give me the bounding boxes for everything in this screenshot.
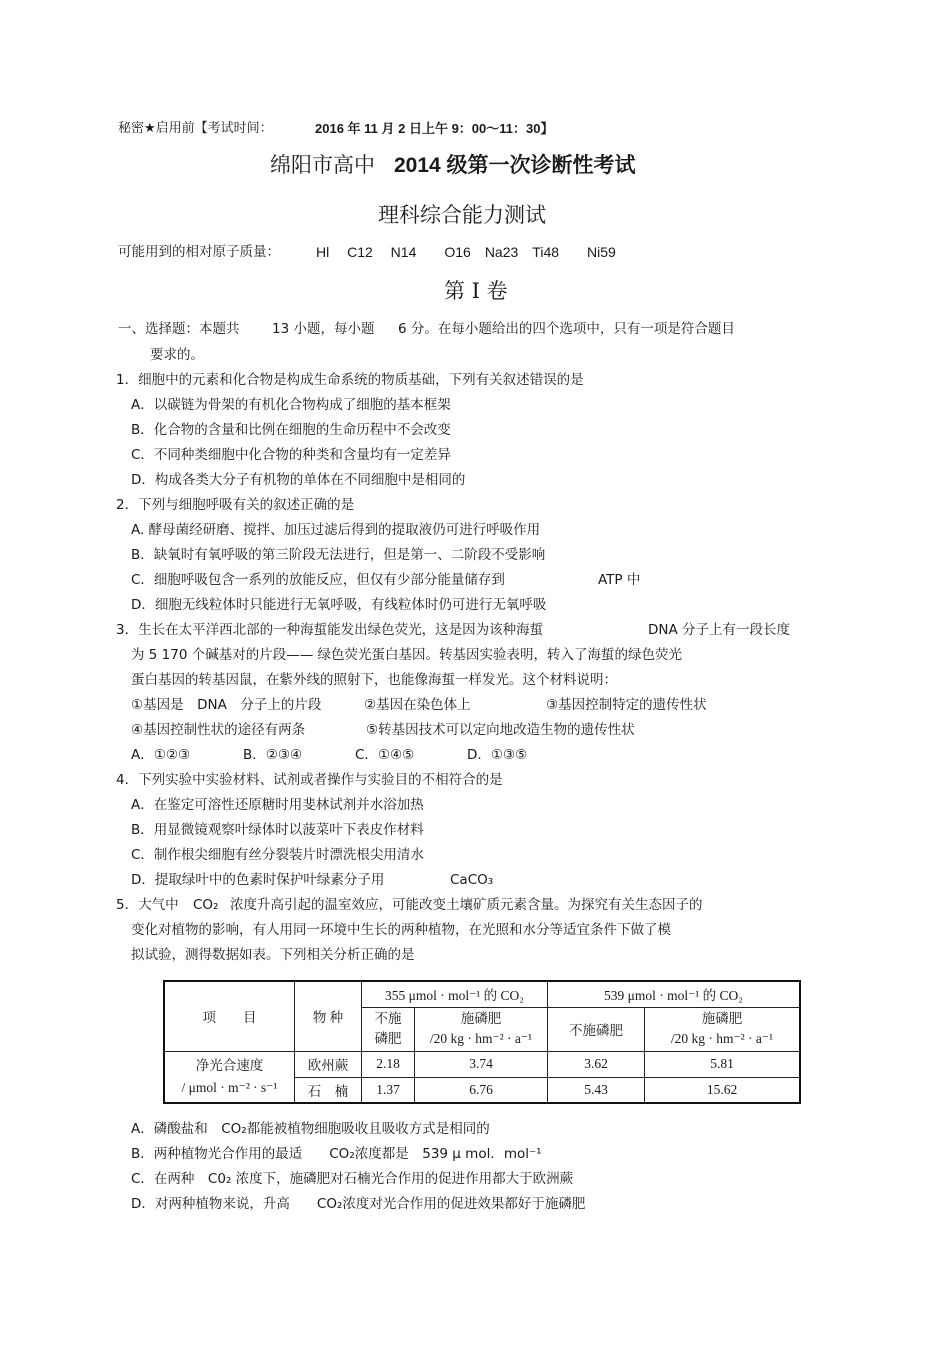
table-row-label-a: 净光合速度 [195,1057,264,1073]
section-intro-4: 要求的。 [150,347,204,363]
q4-option-a: A．在鉴定可溶性还原糖时用斐林试剂并水浴加热 [131,797,424,813]
q3-option-a: A．①②③ [131,747,191,763]
q5-line-2: 变化对植物的影响，有人用同一环境中生长的两种植物，在光照和水分等适宜条件下做了模 [131,922,671,938]
table-header-co2-539: 539 μmol · mol⁻¹ 的 CO₂ [548,981,801,1007]
data-table [163,980,801,1104]
table-header-no-phosphorus [362,1007,415,1051]
q4-stem: 4．下列实验中实验材料、试剂或者操作与实验目的不相符合的是 [116,772,503,788]
atomic-mass-values: Hl C12 N14 O16 Na23 Ti48 Ni59 [316,244,616,260]
q4-option-b: B．用显微镜观察叶绿体时以菠菜叶下表皮作材料 [131,822,424,838]
table-header-phosphorus-label: 施磷肥 [460,1011,502,1026]
q2-option-a: A. 酵母菌经研磨、搅拌、加压过滤后得到的提取液仍可进行呼吸作用 [131,522,541,538]
q1-option-c: C．不同种类细胞中化合物的种类和含量均有一定差异 [131,447,451,463]
q5-option-d: D．对两种植物来说，升高 CO₂浓度对光合作用的促进效果都好于施磷肥 [131,1196,586,1212]
q4-option-d-end: CaCO₃ [450,872,494,888]
q3-option-d: D．①③⑤ [467,747,528,763]
exam-time: 2016 年 11 月 2 日上午 9：00～11：30】 [315,121,554,136]
atomic-mass-label: 可能用到的相对原子质量： [118,244,280,260]
table-species-1: 欧州蕨 [295,1051,362,1077]
q3-statement-1: ①基因是 DNA 分子上的片段 [131,697,322,713]
q3-statement-3: ③基因控制特定的遗传性状 [546,697,707,713]
table-header-item: 项 目 [164,981,295,1051]
table-header-phosphorus-unit: /20 kg · hm⁻² · a⁻¹ [429,1031,533,1046]
table-row-label-b: / μmol · m⁻² · s⁻¹ [181,1079,278,1095]
q1-option-b: B．化合物的含量和比例在细胞的生命历程中不会改变 [131,422,451,438]
table-header-phosphorus-unit-2: /20 kg · hm⁻² · a⁻¹ [670,1031,774,1046]
table-cell: 2.18 [362,1051,415,1077]
table-cell: 15.62 [645,1077,801,1103]
volume-heading: 第 Ⅰ 卷 [444,279,508,303]
q3-statement-4: ④基因控制性状的途径有两条 [131,722,306,738]
table-cell: 6.76 [415,1077,548,1103]
table-header-species: 物 种 [295,981,362,1051]
table-header-phosphorus-2 [645,1007,801,1051]
q5-option-b: B．两种植物光合作用的最适 CO₂浓度都是 539 μ mol．mol⁻¹ [131,1146,542,1162]
q2-stem: 2．下列与细胞呼吸有关的叙述正确的是 [116,497,355,513]
q2-option-c: C．细胞呼吸包含一系列的放能反应，但仅有少部分能量储存到 [131,572,505,588]
q1-stem: 1．细胞中的元素和化合物是构成生命系统的物质基础，下列有关叙述错误的是 [116,372,584,388]
section-intro-3: 6 分。在每小题给出的四个选项中，只有一项是符合题目 [398,321,735,337]
table-cell: 5.43 [548,1077,645,1103]
table-header-phosphorus-label-2: 施磷肥 [701,1011,743,1026]
q4-option-d: D．提取绿叶中的色素时保护叶绿素分子用 [131,872,385,888]
q5-stem-co2: CO₂ [193,897,219,913]
table-header-co2-355: 355 μmol · mol⁻¹ 的 CO₂ [362,981,548,1007]
q2-option-c-end: ATP 中 [598,572,641,588]
section-intro-2: 13 小题，每小题 [272,321,375,337]
table-row-label [164,1051,295,1103]
q3-line-3: 蛋白基因的转基因鼠，在紫外线的照射下，也能像海蜇一样发光。这个材料说明： [131,672,617,688]
table-cell: 3.74 [415,1051,548,1077]
table-cell: 5.81 [645,1051,801,1077]
exam-title [394,152,636,179]
q2-option-d: D．细胞无线粒体时只能进行无氧呼吸，有线粒体时仍可进行无氧呼吸 [131,597,547,613]
q5-option-a: A．磷酸盐和 CO₂都能被植物细胞吸收且吸收方式是相同的 [131,1121,490,1137]
q3-line-2: 为 5 170 个碱基对的片段—— 绿色荧光蛋白基因。转基因实验表明，转入了海蜇的绿色荧光 [131,647,683,663]
q3-option-c: C．①④⑤ [355,747,415,763]
table-cell: 1.37 [362,1077,415,1103]
q5-option-c: C．在两种 C0₂ 浓度下，施磷肥对石楠光合作用的促进作用都大于欧洲蕨 [131,1171,574,1187]
q1-option-d: D．构成各类大分子有机物的单体在不同细胞中是相同的 [131,472,466,488]
q3-statement-2: ②基因在染色体上 [364,697,471,713]
exam-title-prefix: 绵阳市高中 [270,153,375,177]
secret-label: 秘密★启用前【考试时间： [118,121,273,136]
section-intro-1: 一、选择题：本题共 [118,321,240,337]
table-header-no-phosphorus-a: 不施 [374,1011,402,1026]
q3-stem: 3．生长在太平洋西北部的一种海蜇能发出绿色荧光，这是因为该种海蜇 [116,622,544,638]
table-cell: 3.62 [548,1051,645,1077]
q3-statement-5: ⑤转基因技术可以定向地改造生物的遗传性状 [366,722,635,738]
q3-stem-end: DNA 分子上有一段长度 [648,622,791,638]
table-header-phosphorus [415,1007,548,1051]
exam-title-main: 2014 级第一次诊断性考试 [394,154,636,177]
q5-line-3: 拟试验，测得数据如表。下列相关分析正确的是 [131,947,415,963]
table-header-no-phosphorus-b: 磷肥 [374,1031,402,1046]
q3-option-b: B．②③④ [243,747,303,763]
q2-option-b: B．缺氧时有氧呼吸的第三阶段无法进行，但是第一、二阶段不受影响 [131,547,546,563]
q5-stem: 5．大气中 [116,897,179,913]
exam-subtitle: 理科综合能力测试 [378,203,546,227]
q4-option-c: C．制作根尖细胞有丝分裂装片时漂洗根尖用清水 [131,847,424,863]
q1-option-a: A．以碳链为骨架的有机化合物构成了细胞的基本框架 [131,397,451,413]
q5-stem-end: 浓度升高引起的温室效应，可能改变土壤矿质元素含量。为探究有关生态因子的 [230,897,703,913]
table-species-2: 石 楠 [295,1077,362,1103]
table-header-no-phosphorus-2: 不施磷肥 [548,1007,645,1051]
